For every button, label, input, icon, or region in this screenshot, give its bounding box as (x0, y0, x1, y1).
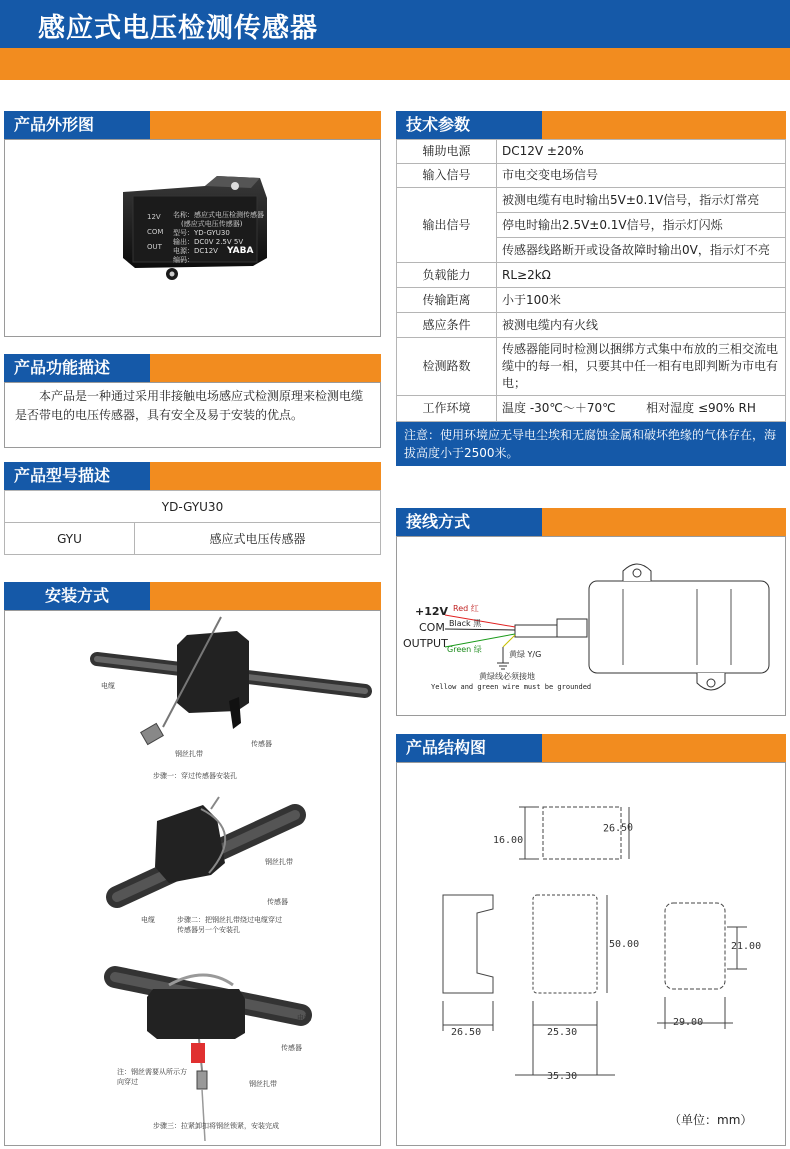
wire-output-label: OUTPUT (403, 637, 448, 650)
dim-16: 16.00 (493, 835, 524, 846)
structure-drawing (397, 763, 785, 1145)
s3-sensor-label: 传感器 (281, 1044, 302, 1052)
spec-label: 工作环境 (397, 396, 497, 422)
s3-step-caption: 步骤三：拉紧卸扣将钢丝锁紧，安装完成 (153, 1122, 279, 1130)
model-heading: 产品型号描述 (4, 462, 150, 490)
spec-value: 传感器线路断开或设备故障时输出0V，指示灯不亮 (497, 238, 786, 263)
wire-red-label: Red 红 (453, 604, 479, 613)
wire-12v-label: +12V (415, 605, 449, 618)
spec-label: 负载能力 (397, 263, 497, 288)
s2-tie-label: 钢丝扎带 (265, 858, 293, 866)
specs-heading: 技术参数 (396, 111, 542, 139)
spec-label: 传输距离 (397, 288, 497, 313)
pin-12v: 12V (147, 213, 161, 221)
dim-26-5: 26.50 (451, 1027, 482, 1038)
spec-label: 检测路数 (397, 338, 497, 396)
label-line2: (感应式电压传感器) (181, 220, 243, 228)
brand-logo: YABA (227, 246, 254, 256)
s1-step-caption: 步骤一：穿过传感器安装孔 (153, 772, 237, 780)
spec-value: 停电时输出2.5V±0.1V信号，指示灯闪烁 (497, 213, 786, 238)
model-part-desc: 感应式电压传感器 (135, 523, 381, 555)
spec-label: 辅助电源 (397, 140, 497, 164)
s2-sensor-label: 传感器 (267, 898, 288, 906)
dim-21: 21.00 (731, 941, 762, 952)
s3-tie-label: 钢丝扎带 (249, 1080, 277, 1088)
appearance-panel (4, 139, 381, 337)
spec-value: RL≥2kΩ (497, 263, 786, 288)
pin-out: OUT (147, 243, 162, 251)
s3-note: 注：钢丝需要从所示方向穿过 (117, 1068, 187, 1086)
spec-value: 被测电缆有电时输出5V±0.1V信号，指示灯常亮 (497, 188, 786, 213)
install-illustrations (5, 611, 380, 1145)
wire-green-label: Green 绿 (447, 645, 482, 654)
spec-value: 温度 -30℃～＋70℃ 相对湿度 ≤90% RH (497, 396, 786, 422)
s1-cable-label: 电缆 (101, 682, 115, 690)
appearance-header (4, 111, 381, 139)
specs-header (396, 111, 786, 139)
dim-25-3: 25.30 (547, 1027, 578, 1038)
dim-29: 29.00 (673, 1017, 704, 1028)
spec-value: 小于100米 (497, 288, 786, 313)
spec-value: 市电交变电场信号 (497, 164, 786, 188)
model-header (4, 462, 381, 490)
spec-label: 输入信号 (397, 164, 497, 188)
spec-label: 输出信号 (397, 188, 497, 263)
dim-35-3: 35.30 (547, 1071, 578, 1082)
specs-table-wrap (396, 139, 786, 466)
wire-yg-label: 黄绿 Y/G (509, 650, 542, 659)
s1-tie-label: 钢丝扎带 (175, 750, 203, 758)
spec-value: 被测电缆内有火线 (497, 313, 786, 338)
model-code: YD-GYU30 (5, 491, 381, 523)
spec-value: DC12V ±20% (497, 140, 786, 164)
structure-header (396, 734, 786, 762)
function-header (4, 354, 381, 382)
wiring-header (396, 508, 786, 536)
label-line6: 编码： (173, 256, 194, 264)
appearance-heading: 产品外形图 (4, 111, 150, 139)
ground-note-en: Yellow and green wire must be grounded (431, 683, 592, 691)
structure-panel (396, 762, 786, 1146)
function-panel (4, 382, 381, 448)
wiring-heading: 接线方式 (396, 508, 542, 536)
wire-com-label: COM (419, 621, 445, 634)
specs-table (396, 139, 786, 422)
spec-label: 感应条件 (397, 313, 497, 338)
unit-label: （单位：mm） (669, 1113, 753, 1127)
label-line3: 型号：YD-GYU30 (173, 229, 230, 237)
page-title: 感应式电压检测传感器 (38, 13, 318, 44)
pin-com: COM (147, 228, 164, 236)
function-text: 本产品是一种通过采用非接触电场感应式检测原理来检测电缆是否带电的电压传感器，具有安全及易于安装的优点。 (15, 389, 364, 422)
label-line4: 输出：DC0V 2.5V 5V (173, 238, 244, 246)
install-panel (4, 610, 381, 1146)
s2-cable-label: 电缆 (141, 916, 155, 924)
model-table-wrap (4, 490, 381, 555)
install-header (4, 582, 381, 610)
s1-sensor-label: 传感器 (251, 740, 272, 748)
s3-cable-label: 电缆 (297, 1014, 311, 1022)
note-bar: 注意：使用环境应无导电尘埃和无腐蚀金属和破坏绝缘的气体存在，海拔高度小于2500米。 (396, 422, 786, 466)
ground-note-cn: 黄绿线必须接地 (479, 672, 535, 681)
label-line5: 电源：DC12V (173, 247, 218, 255)
spec-value: 传感器能同时检测以捆绑方式集中布放的三相交流电缆中的每一相，只要其中任一相有电即判断为市电有电； (497, 338, 786, 396)
label-line1: 名称：感应式电压检测传感器 (173, 211, 264, 219)
install-heading: 安装方式 (4, 582, 150, 610)
s2-step-caption: 步骤二：把钢丝扎带绕过电缆穿过传感器另一个安装孔 (177, 916, 282, 934)
dim-26-5-top: 26.50 (602, 822, 634, 835)
wiring-panel (396, 536, 786, 716)
structure-heading: 产品结构图 (396, 734, 542, 762)
function-heading: 产品功能描述 (4, 354, 150, 382)
orange-stripe (0, 48, 790, 80)
wire-black-label: Black 黑 (449, 619, 482, 628)
dim-50: 50.00 (609, 939, 640, 950)
model-part: GYU (5, 523, 135, 555)
model-table (4, 490, 381, 555)
